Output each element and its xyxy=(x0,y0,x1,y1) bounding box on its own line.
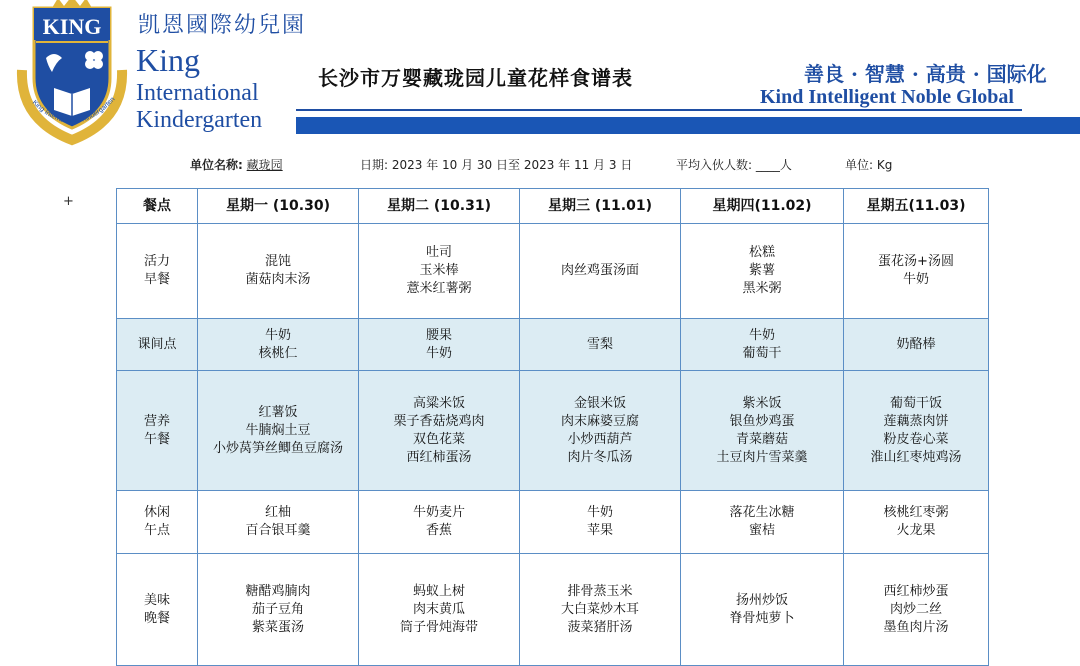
dish-item: 牛奶 xyxy=(902,272,929,287)
dish-item: 土豆肉片雪菜羹 xyxy=(716,449,808,465)
menu-cell xyxy=(198,371,359,491)
dish-item: 核桃红枣粥 xyxy=(883,505,949,520)
menu-cell xyxy=(520,319,681,371)
menu-cell xyxy=(681,319,844,371)
day-header: 星期四(11.02) xyxy=(681,189,844,224)
menu-cell xyxy=(681,554,844,666)
meal-label-line: 活力 xyxy=(143,254,170,269)
dish-item: 苹果 xyxy=(586,523,613,538)
dish-item: 青菜蘑菇 xyxy=(735,431,788,447)
dish-item: 小炒莴笋丝鲫鱼豆腐汤 xyxy=(212,440,343,456)
dish-item: 脊骨炖萝卜 xyxy=(729,610,795,626)
dish-item: 松糕 xyxy=(748,245,775,260)
menu-cell xyxy=(844,554,989,666)
menu-cell xyxy=(198,554,359,666)
unit-value: 藏珑园 xyxy=(246,158,283,172)
meal-label-line: 早餐 xyxy=(143,272,170,287)
dish-item: 墨鱼肉片汤 xyxy=(883,619,949,635)
dish-item: 红薯饭 xyxy=(258,404,298,420)
meal-label-line: 晚餐 xyxy=(143,610,170,626)
table-row xyxy=(117,371,989,491)
dish-item: 菠菜猪肝汤 xyxy=(567,619,633,635)
dish-item: 葡萄干饭 xyxy=(889,395,942,411)
meal-label-line: 课间点 xyxy=(137,336,177,352)
school-name-en-line3: Kindergarten xyxy=(136,107,263,133)
dish-item: 紫米饭 xyxy=(742,395,782,411)
logo-ring-text: King International Kindergarten xyxy=(30,95,117,126)
header-divider xyxy=(296,109,1022,111)
unit-name xyxy=(190,156,283,173)
dish-item: 牛奶 xyxy=(425,345,452,361)
dish-item: 蜜桔 xyxy=(748,523,775,538)
school-logo xyxy=(12,0,132,150)
dish-item: 牛奶麦片 xyxy=(412,505,465,520)
dish-item: 牛奶 xyxy=(586,505,613,520)
school-name-cn: 凯恩國際幼兒園 xyxy=(138,13,307,38)
dish-item: 火龙果 xyxy=(896,523,936,538)
weight-unit: 单位: Kg xyxy=(845,158,893,172)
dish-item: 高粱米饭 xyxy=(412,395,465,411)
meal-label xyxy=(117,319,198,371)
dish-item: 银鱼炒鸡蛋 xyxy=(729,413,795,429)
dish-item: 薏米红薯粥 xyxy=(406,281,472,296)
day-header: 星期五(11.03) xyxy=(844,189,989,224)
meal-label-line: 营养 xyxy=(143,413,170,429)
dish-item: 菌菇肉末汤 xyxy=(245,272,311,287)
dish-item: 莲藕蒸肉饼 xyxy=(883,413,949,429)
dish-item: 肉丝鸡蛋汤面 xyxy=(560,263,639,278)
day-header: 星期三 (11.01) xyxy=(520,189,681,224)
menu-cell xyxy=(681,224,844,319)
dish-item: 大白菜炒木耳 xyxy=(560,601,639,617)
school-name-en-line2: International xyxy=(136,80,259,106)
menu-cell xyxy=(359,554,520,666)
menu-table xyxy=(116,188,989,666)
unit-label: 单位名称: xyxy=(190,158,243,172)
dish-item: 双色花菜 xyxy=(412,431,465,447)
table-row xyxy=(117,491,989,554)
dish-item: 紫薯 xyxy=(748,263,775,278)
dish-item: 牛奶 xyxy=(748,327,775,343)
dish-item: 西红柿炒蛋 xyxy=(883,583,949,599)
day-header: 星期二 (10.31) xyxy=(359,189,520,224)
motto-en: Kind Intelligent Noble Global xyxy=(760,86,1014,108)
meal-label-line: 休闲 xyxy=(143,505,170,520)
dish-item: 黑米粥 xyxy=(742,281,782,296)
meal-label xyxy=(117,554,198,666)
meal-label-line: 午点 xyxy=(143,523,170,538)
dish-item: 蛋花汤+汤圆 xyxy=(878,254,954,269)
corner-header: 餐点 xyxy=(117,189,198,224)
meal-label xyxy=(117,371,198,491)
dish-item: 吐司 xyxy=(425,245,452,260)
menu-cell xyxy=(520,491,681,554)
menu-cell xyxy=(359,319,520,371)
menu-cell xyxy=(681,371,844,491)
menu-cell xyxy=(520,371,681,491)
table-row xyxy=(117,554,989,666)
dish-item: 西红柿蛋汤 xyxy=(406,449,472,465)
dish-item: 扬州炒饭 xyxy=(735,592,788,608)
menu-cell xyxy=(844,491,989,554)
page-title: 长沙市万婴藏珑园儿童花样食谱表 xyxy=(318,66,633,90)
table-row xyxy=(117,319,989,371)
menu-cell xyxy=(520,224,681,319)
dish-item: 蚂蚁上树 xyxy=(412,583,465,599)
menu-cell xyxy=(198,491,359,554)
school-name-en-line1: King xyxy=(136,42,200,78)
avg-attendance: 平均入伙人数: ____人 xyxy=(676,158,792,172)
dish-item: 筒子骨炖海带 xyxy=(399,619,478,635)
menu-cell xyxy=(359,491,520,554)
motto-cn: 善良 · 智慧 · 高贵 · 国际化 xyxy=(804,62,1047,86)
menu-cell xyxy=(198,319,359,371)
logo-text: KING xyxy=(42,14,102,39)
plus-icon: + xyxy=(63,194,74,209)
menu-cell xyxy=(844,371,989,491)
meal-label-line: 午餐 xyxy=(143,431,170,447)
dish-item: 混饨 xyxy=(264,254,291,269)
dish-item: 糖醋鸡腩肉 xyxy=(245,583,311,599)
dish-item: 玉米棒 xyxy=(419,263,459,278)
dish-item: 肉炒二丝 xyxy=(889,601,942,617)
dish-item: 淮山红枣炖鸡汤 xyxy=(870,449,962,465)
meal-label-line: 美味 xyxy=(143,592,170,608)
dish-item: 小炒西葫芦 xyxy=(567,431,633,447)
dish-item: 排骨蒸玉米 xyxy=(567,583,633,599)
dish-item: 牛奶 xyxy=(264,327,291,343)
menu-cell xyxy=(844,319,989,371)
dish-item: 雪梨 xyxy=(586,336,613,352)
dish-item: 紫菜蛋汤 xyxy=(251,619,304,635)
meal-label xyxy=(117,224,198,319)
table-header-row xyxy=(117,189,989,224)
dish-item: 牛腩焖土豆 xyxy=(245,422,311,438)
dish-item: 落花生冰糖 xyxy=(729,505,795,520)
dish-item: 金银米饭 xyxy=(573,395,626,411)
menu-cell xyxy=(844,224,989,319)
dish-item: 奶酪棒 xyxy=(896,336,936,352)
dish-item: 红柚 xyxy=(264,505,291,520)
dish-item: 茄子豆角 xyxy=(251,601,304,617)
menu-cell xyxy=(198,224,359,319)
dish-item: 百合银耳羹 xyxy=(245,523,311,538)
day-header: 星期一 (10.30) xyxy=(198,189,359,224)
date-range: 日期: 2023 年 10 月 30 日至 2023 年 11 月 3 日 xyxy=(360,158,633,172)
dish-item: 栗子香菇烧鸡肉 xyxy=(393,413,485,429)
dish-item: 香蕉 xyxy=(425,523,452,538)
meal-label xyxy=(117,491,198,554)
dish-item: 腰果 xyxy=(425,327,452,343)
menu-cell xyxy=(520,554,681,666)
dish-item: 肉末黄瓜 xyxy=(412,601,465,617)
dish-item: 核桃仁 xyxy=(258,345,298,361)
header-bar xyxy=(296,117,1080,134)
crown-icon xyxy=(52,0,92,8)
dish-item: 肉末麻婆豆腐 xyxy=(560,413,639,429)
dish-item: 肉片冬瓜汤 xyxy=(567,449,633,465)
dish-item: 葡萄干 xyxy=(742,345,782,361)
table-row xyxy=(117,224,989,319)
dish-item: 粉皮卷心菜 xyxy=(883,431,949,447)
menu-cell xyxy=(681,491,844,554)
menu-cell xyxy=(359,371,520,491)
menu-cell xyxy=(359,224,520,319)
